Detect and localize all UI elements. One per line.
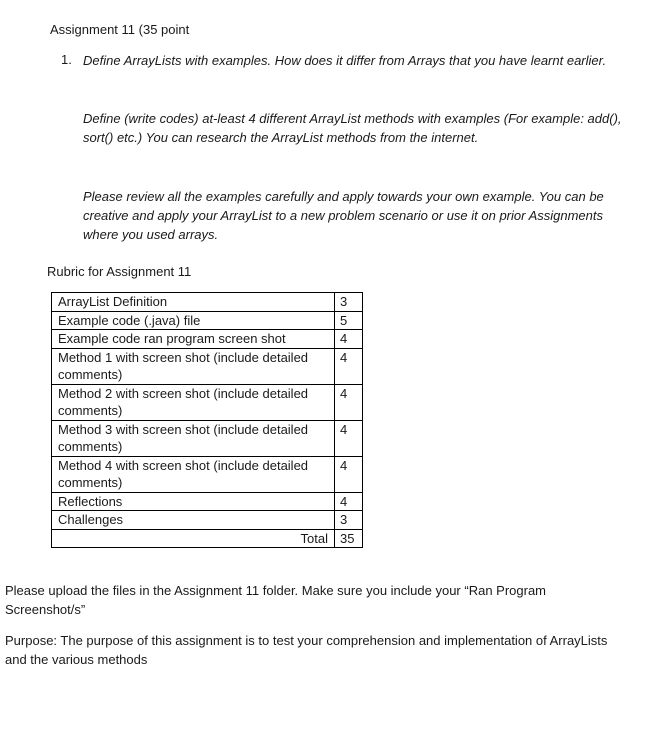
rubric-row <box>52 293 363 312</box>
rubric-criterion: Method 3 with screen shot (include detailed comments) <box>52 420 335 456</box>
assignment-title: Assignment 11 (35 point <box>50 22 190 37</box>
rubric-row <box>52 330 363 349</box>
rubric-criterion: ArrayList Definition <box>52 293 335 312</box>
rubric-points: 4 <box>335 330 363 349</box>
rubric-points: 4 <box>335 348 363 384</box>
rubric-row <box>52 348 363 384</box>
rubric-row <box>52 492 363 511</box>
rubric-points: 4 <box>335 492 363 511</box>
rubric-points: 4 <box>335 456 363 492</box>
rubric-points: 3 <box>335 293 363 312</box>
rubric-row <box>52 311 363 330</box>
purpose-statement: Purpose: The purpose of this assignment is to test your comprehension and implementation of ArrayLists and the various methods <box>5 633 608 667</box>
upload-instructions: Please upload the files in the Assignment 11 folder. Make sure you include your “Ran Program Screenshot/s” <box>5 583 547 617</box>
rubric-title: Rubric for Assignment 11 <box>47 264 192 279</box>
question-paragraph-3: Please review all the examples carefully and apply towards your own example. You can be creative and apply your ArrayList to a new problem scenario or use it on prior Assignments where you used arrays. <box>83 189 604 242</box>
rubric-criterion: Method 2 with screen shot (include detailed comments) <box>52 384 335 420</box>
rubric-row <box>52 456 363 492</box>
question-paragraph-2: Define (write codes) at-least 4 different ArrayList methods with examples (For example: add(), sort() etc.) You can research the ArrayList methods from the internet. <box>83 111 622 145</box>
question-number: 1. <box>61 52 72 67</box>
rubric-table <box>51 292 363 548</box>
rubric-points: 4 <box>335 420 363 456</box>
rubric-criterion: Method 4 with screen shot (include detailed comments) <box>52 456 335 492</box>
rubric-criterion: Challenges <box>52 511 335 530</box>
rubric-row <box>52 511 363 530</box>
rubric-points: 5 <box>335 311 363 330</box>
rubric-row <box>52 384 363 420</box>
rubric-points: 3 <box>335 511 363 530</box>
rubric-total-row <box>52 529 363 548</box>
rubric-criterion: Reflections <box>52 492 335 511</box>
question-paragraph-1: Define ArrayLists with examples. How does it differ from Arrays that you have learnt earlier. <box>83 53 607 68</box>
rubric-points: 4 <box>335 384 363 420</box>
rubric-total-points: 35 <box>335 529 363 548</box>
rubric-criterion: Method 1 with screen shot (include detailed comments) <box>52 348 335 384</box>
rubric-criterion: Example code ran program screen shot <box>52 330 335 349</box>
rubric-criterion: Example code (.java) file <box>52 311 335 330</box>
rubric-total-label: Total <box>52 529 335 548</box>
rubric-row <box>52 420 363 456</box>
